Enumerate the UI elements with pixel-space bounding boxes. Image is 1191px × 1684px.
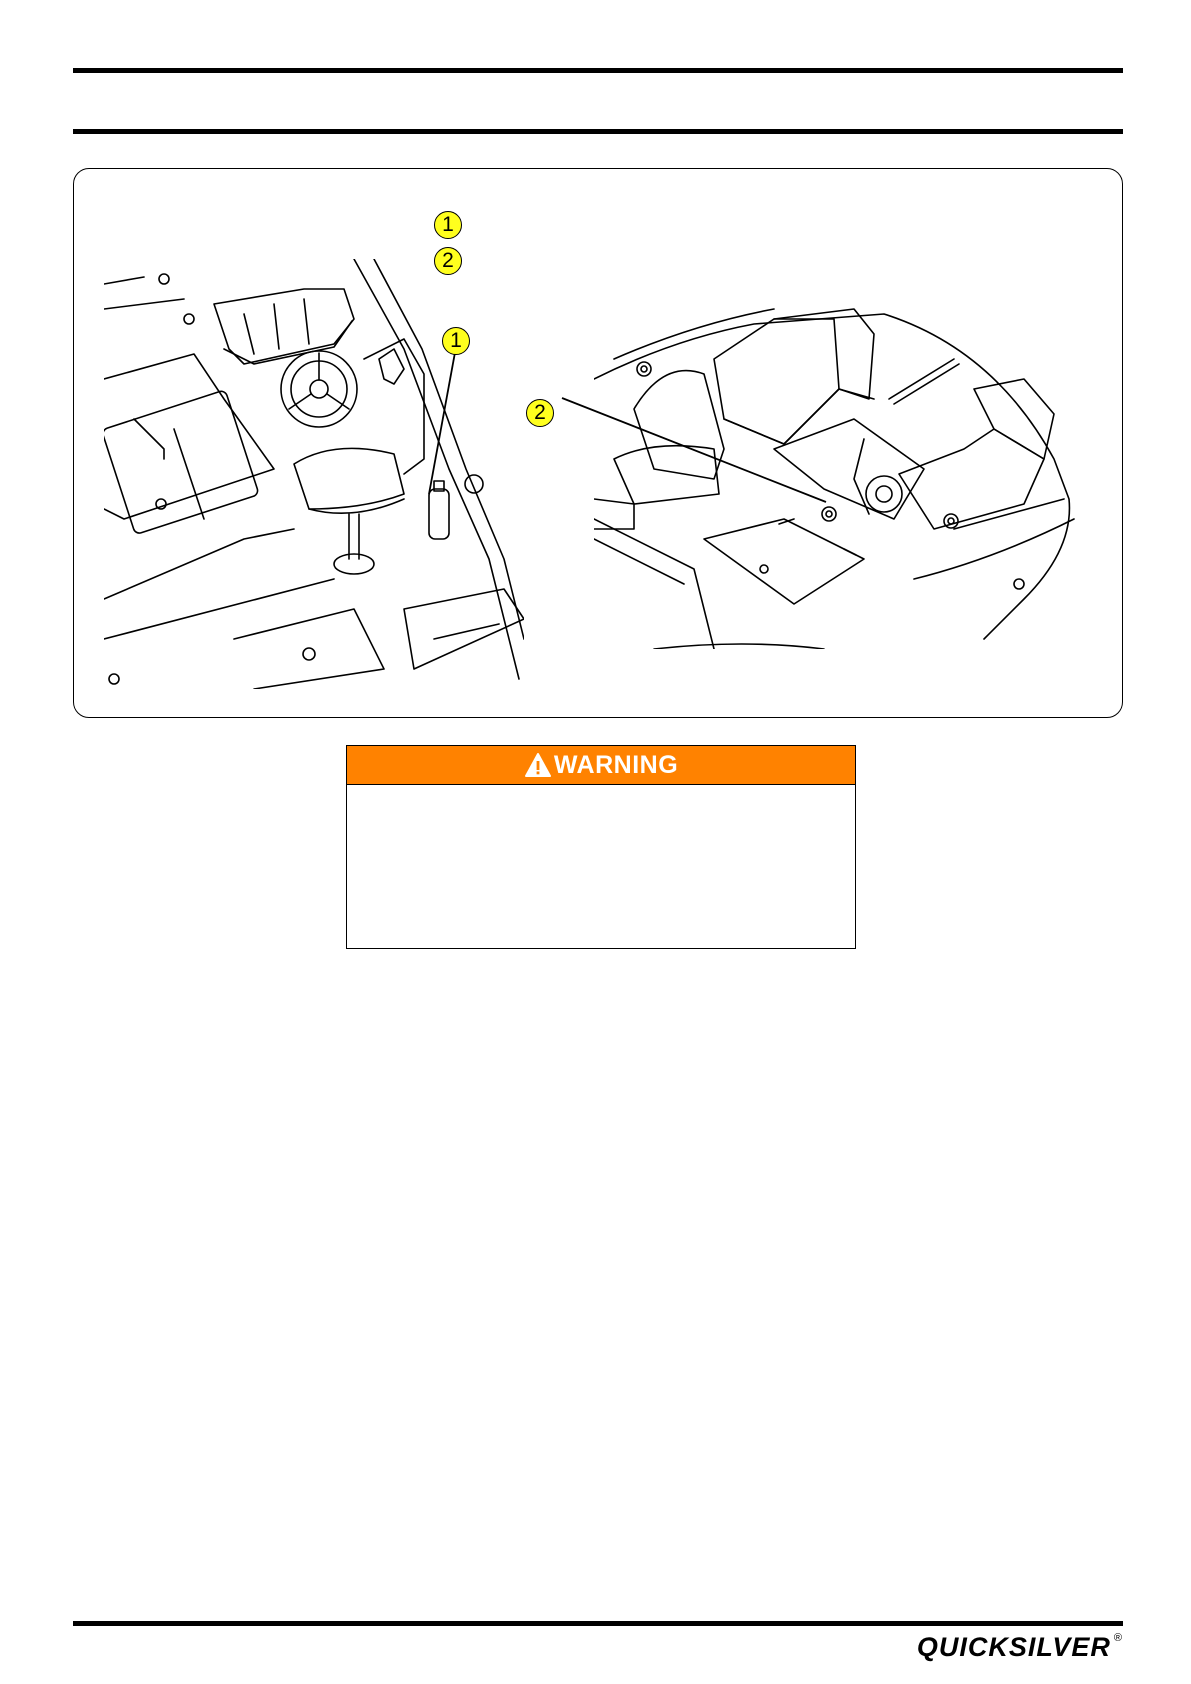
callout-leader-2	[534, 384, 834, 504]
callout-badge-1: 1	[442, 327, 470, 355]
figure-panel	[73, 168, 1123, 718]
warning-box	[346, 745, 856, 949]
warning-header	[347, 746, 855, 785]
header-rule-top	[73, 68, 1123, 73]
header-rule-bottom	[73, 129, 1123, 134]
quicksilver-logo	[917, 1632, 1123, 1663]
warning-triangle-icon	[524, 752, 552, 778]
footer-rule	[73, 1621, 1123, 1626]
callout-badge-2: 2	[526, 399, 554, 427]
brand-wordmark: QUICKSILVER	[916, 1632, 1111, 1662]
warning-title: WARNING	[553, 750, 679, 779]
warning-body	[347, 785, 855, 949]
legend-badge-1: 1	[434, 211, 462, 239]
legend-badge-2: 2	[434, 247, 462, 275]
callout-leader-1	[414, 329, 474, 519]
registered-mark: ®	[1113, 1632, 1123, 1644]
